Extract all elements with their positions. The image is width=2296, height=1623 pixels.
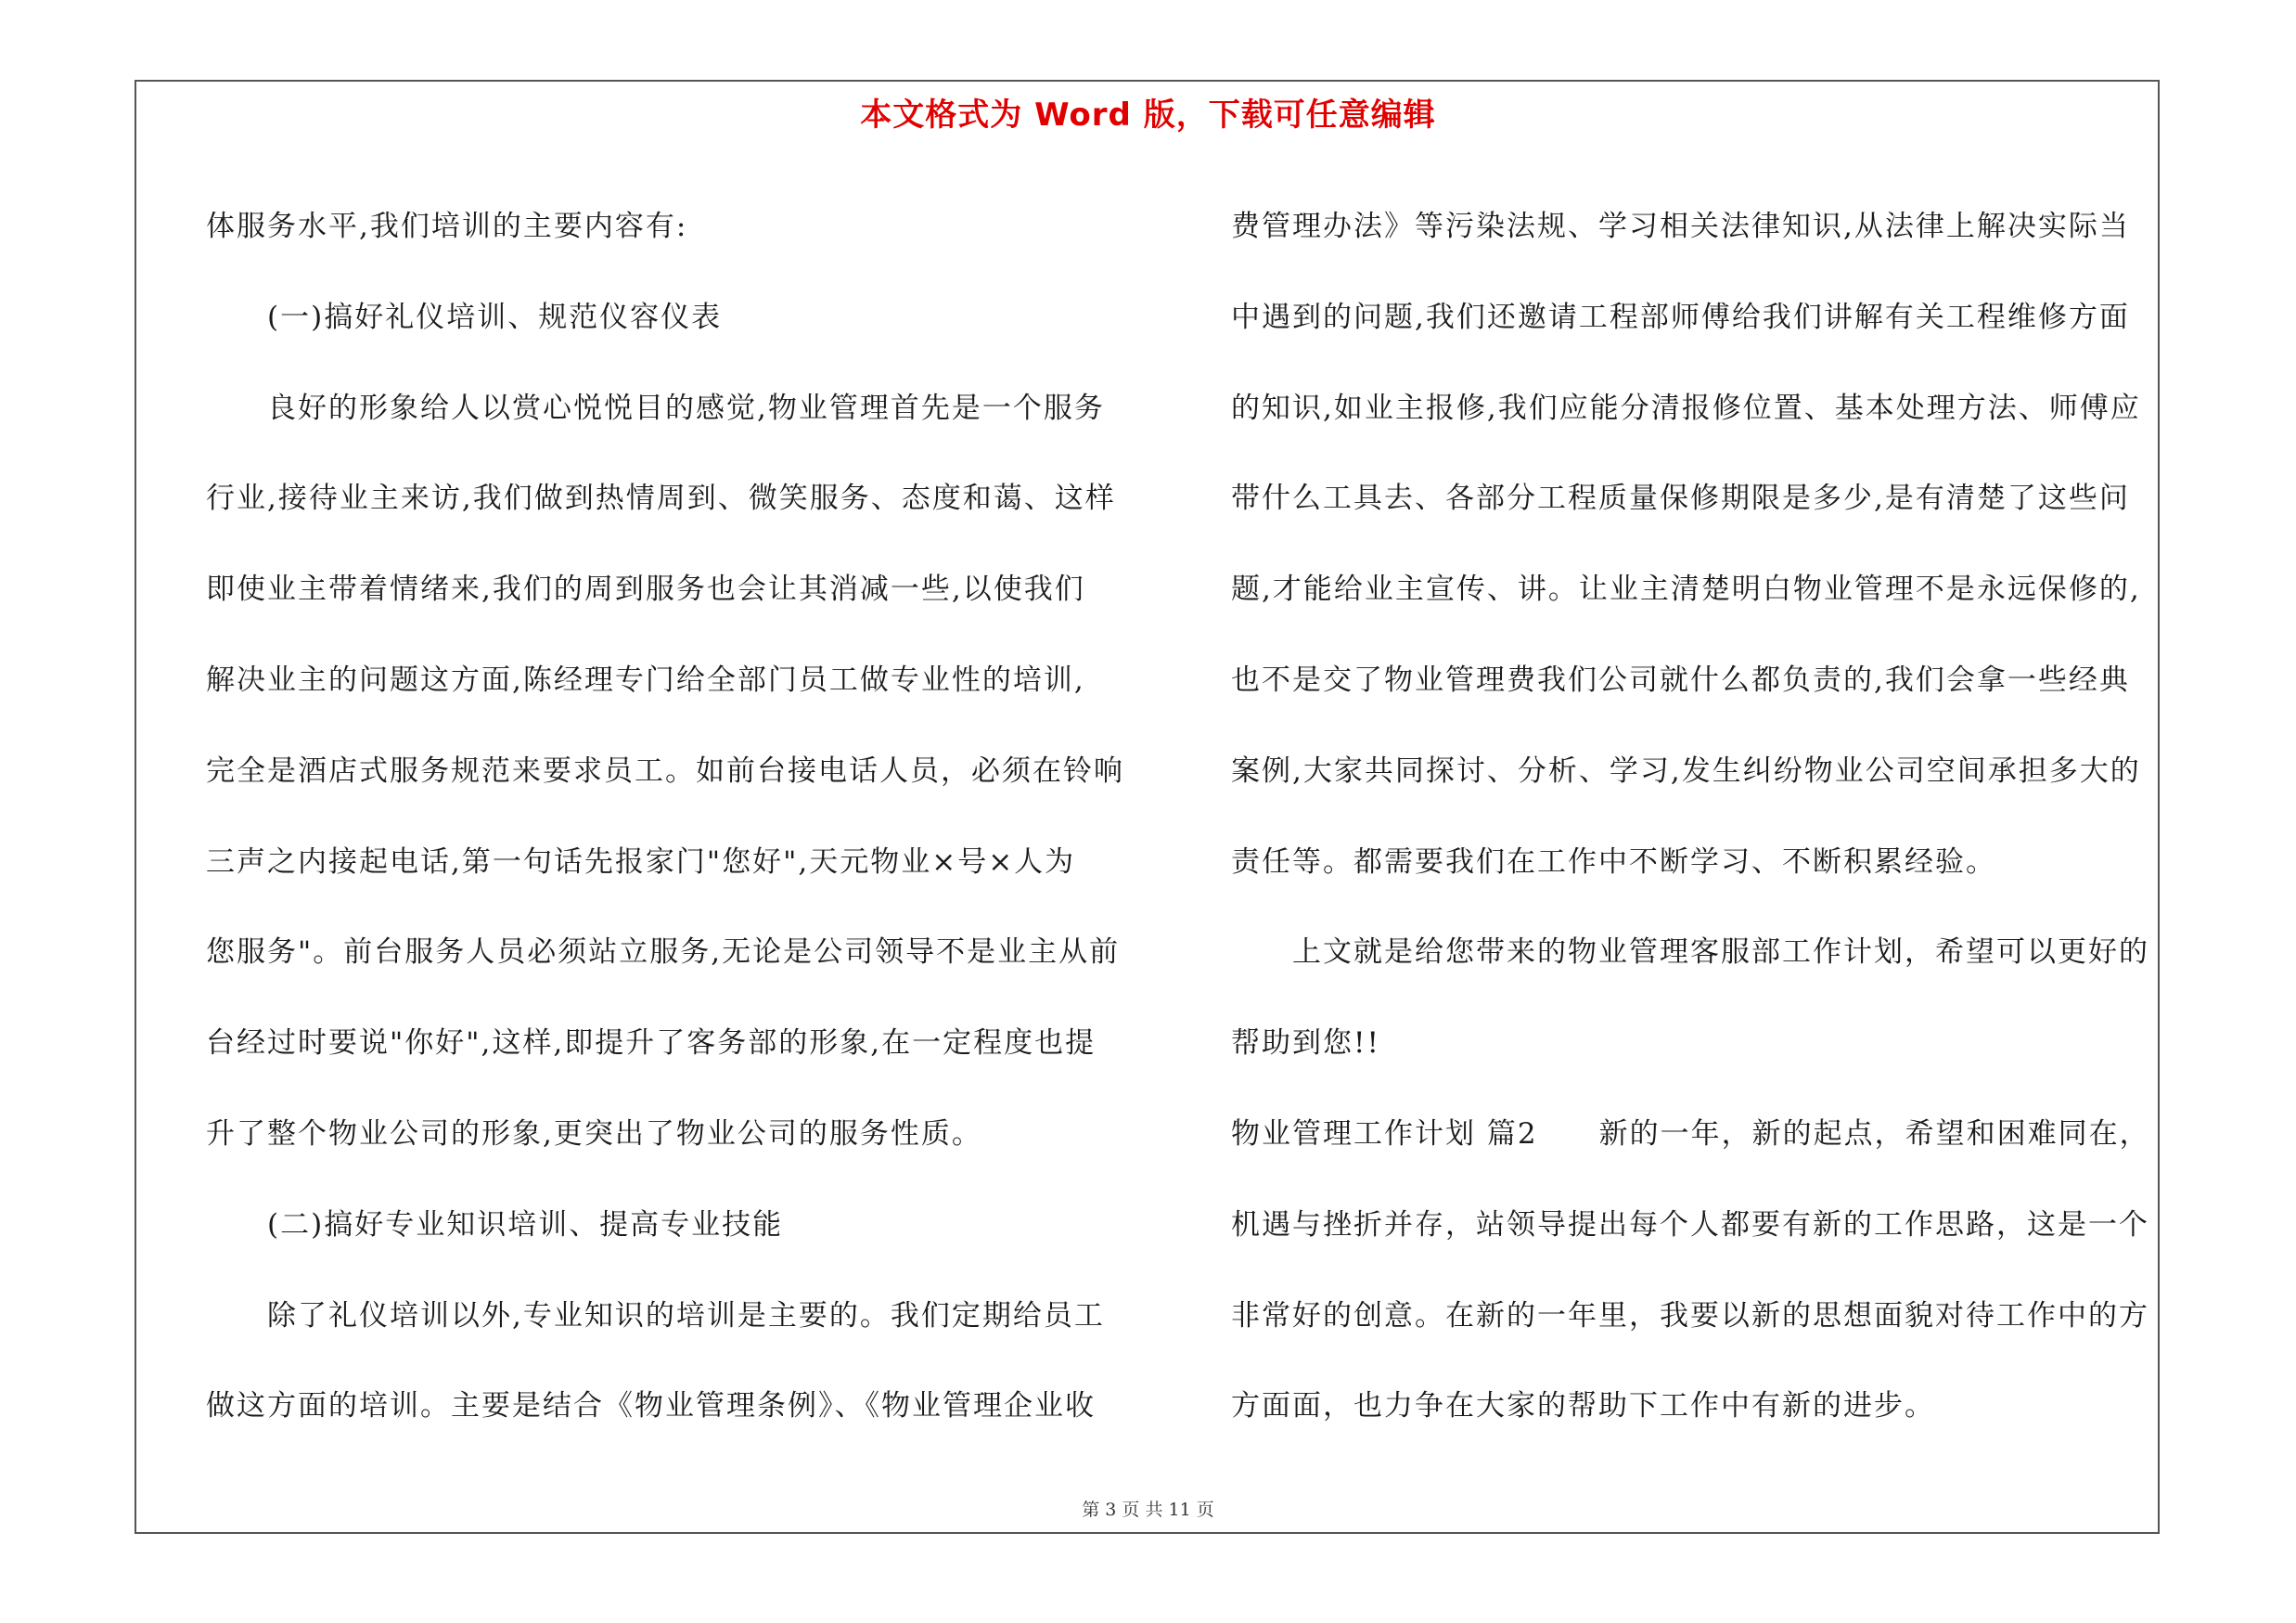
text-line: 台经过时要说"你好",这样,即提升了客务部的形象,在一定程度也提 xyxy=(206,1026,1097,1061)
section-heading: (一)搞好礼仪培训、规范仪容仪表 xyxy=(267,300,723,334)
page-number: 第 3 页 共 11 页 xyxy=(1082,1500,1214,1520)
text-line: 责任等。都需要我们在工作中不断学习、不断积累经验。 xyxy=(1231,844,1996,879)
text-line: 费管理办法》等污染法规、学习相关法律知识,从法律上解决实际当 xyxy=(1231,210,2130,243)
text-line: 即使业主带着情绪来,我们的周到服务也会让其消减一些,以使我们 xyxy=(206,573,1085,607)
text-line: 题,才能给业主宣传、讲。让业主清楚明白物业管理不是永远保修的, xyxy=(1231,573,2141,607)
section-heading: 物业管理工作计划 篇2 新的一年，新的起点，希望和困难同在， xyxy=(1231,1116,2150,1151)
header-notice: 本文格式为 Word 版，下载可任意编辑 xyxy=(860,97,1436,134)
text-line: 带什么工具去、各部分工程质量保修期限是多少,是有清楚了这些问 xyxy=(1231,482,2130,516)
text-line: 机遇与挫折并存，站领导提出每个人都要有新的工作思路，这是一个 xyxy=(1231,1207,2149,1242)
text-line: 上文就是给您带来的物业管理客服部工作计划，希望可以更好的 xyxy=(1292,935,2149,970)
text-line: 您服务"。前台服务人员必须站立服务,无论是公司领导不是业主从前 xyxy=(206,935,1121,970)
text-line: 体服务水平,我们培训的主要内容有: xyxy=(206,210,688,243)
text-line: 非常好的创意。在新的一年里，我要以新的思想面貌对待工作中的方 xyxy=(1231,1298,2149,1333)
text-line: 做这方面的培训。主要是结合《物业管理条例》、《物业管理企业收 xyxy=(206,1389,1096,1423)
text-line: 三声之内接起电话,第一句话先报家门"您好",天元物业×号×人为 xyxy=(206,844,1076,879)
text-line: 升了整个物业公司的形象,更突出了物业公司的服务性质。 xyxy=(206,1116,982,1151)
left-column xyxy=(206,182,1134,1452)
text-line: 方面面，也力争在大家的帮助下工作中有新的进步。 xyxy=(1231,1389,1935,1423)
right-column xyxy=(1231,182,2168,1452)
section-heading: (二)搞好专业知识培训、提高专业技能 xyxy=(267,1207,784,1242)
text-line: 解决业主的问题这方面,陈经理专门给全部门员工做专业性的培训, xyxy=(206,663,1085,697)
text-line: 的知识,如业主报修,我们应能分清报修位置、基本处理方法、师傅应 xyxy=(1231,391,2141,425)
text-line: 案例,大家共同探讨、分析、学习,发生纠纷物业公司空间承担多大的 xyxy=(1231,754,2141,788)
text-line: 中遇到的问题,我们还邀请工程部师傅给我们讲解有关工程维修方面 xyxy=(1231,300,2130,334)
text-line: 完全是酒店式服务规范来要求员工。如前台接电话人员，必须在铃响 xyxy=(206,754,1124,788)
text-line: 良好的形象给人以赏心悦悦目的感觉,物业管理首先是一个服务 xyxy=(267,391,1105,425)
text-line: 帮助到您!! xyxy=(1231,1026,1380,1061)
text-line: 行业,接待业主来访,我们做到热情周到、微笑服务、态度和蔼、这样 xyxy=(206,482,1116,516)
text-line: 也不是交了物业管理费我们公司就什么都负责的,我们会拿一些经典 xyxy=(1231,663,2130,697)
text-line: 除了礼仪培训以外,专业知识的培训是主要的。我们定期给员工 xyxy=(267,1298,1105,1333)
